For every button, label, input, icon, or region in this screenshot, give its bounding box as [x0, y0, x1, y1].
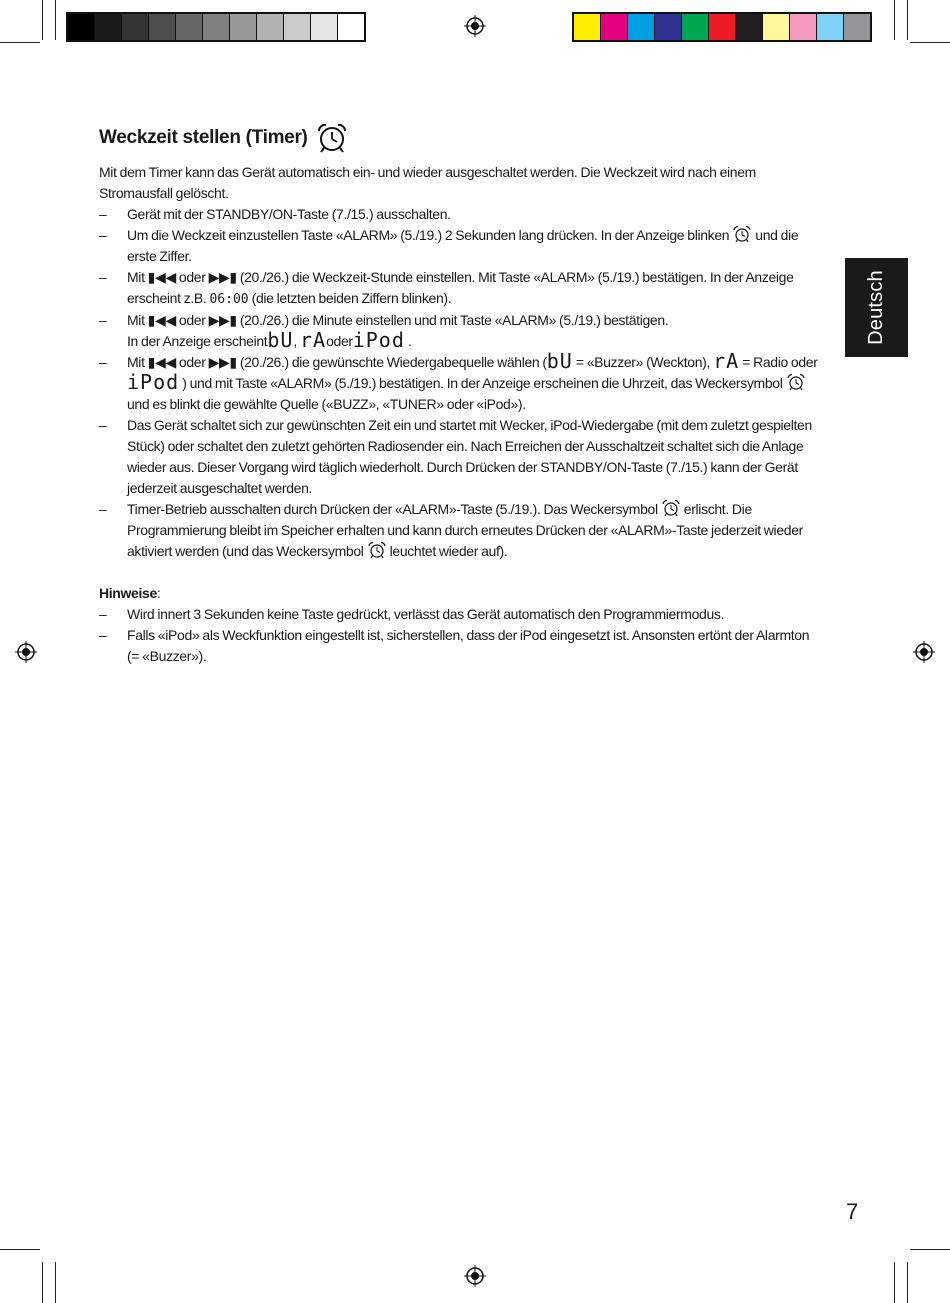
- list-dash: –: [99, 312, 107, 328]
- crop-mark: [55, 1262, 56, 1303]
- alarm-clock-icon: [732, 225, 752, 243]
- step-text: Um die Weckzeit einzustellen Taste «ALARM» (5./19.) 2 Sekunden lang drücken. In der Anzeige blinken: [127, 227, 730, 243]
- lcd-bu-display: bU: [546, 349, 573, 373]
- gray-swatch: [230, 14, 257, 40]
- step-text: oder: [326, 333, 353, 349]
- color-swatch: [817, 14, 844, 40]
- step-text: = «Buzzer» (Weckton),: [575, 354, 711, 370]
- note-text: Wird innert 3 Sekunden keine Taste gedrückt, verlässt das Gerät automatisch den Programmiermodus.: [127, 606, 725, 622]
- registration-target-icon: [464, 15, 486, 37]
- crop-mark: [42, 1262, 43, 1303]
- color-swatch: [574, 14, 601, 40]
- list-dash: –: [99, 606, 107, 622]
- gray-swatch: [284, 14, 311, 40]
- lcd-ra-display: rA: [713, 349, 740, 373]
- colon: :: [156, 585, 161, 601]
- list-item: [99, 625, 823, 667]
- step-text: (20./26.) die Minute einstellen und mit Taste «ALARM» (5./19.) bestätigen.: [239, 312, 669, 328]
- step-text: Das Gerät schaltet sich zur gewünschten Zeit ein und startet mit Wecker, iPod-Wiedergabe (mit dem zuletzt gespielten Stück) oder schaltet den zuletzt gehörten Radiosender ein. Nach Erreichen der Ausschaltzeit schaltet sich die Anlage wieder aus. Dieser Vorgang wird täglich wiederholt. Durch Drücken der STANDBY/ON-Taste (7./15.) kann der Gerät jederzeit ausgeschaltet werden.: [127, 417, 812, 496]
- page-number: 7: [846, 1199, 859, 1224]
- language-tab-label: Deutsch: [865, 270, 887, 345]
- color-swatch: [628, 14, 655, 40]
- skip-back-symbol: ▮◀◀: [147, 354, 176, 370]
- step-text: erlischt. Die Programmierung bleibt im Speicher erhalten und kann durch erneutes Drücken der «ALARM»-Taste jederzeit wieder aktiviert werden (und das Weckersymbol: [127, 501, 803, 559]
- gray-swatch: [311, 14, 338, 40]
- lcd-bu-display: bU: [267, 328, 294, 352]
- crop-mark: [894, 0, 895, 40]
- step-text: Mit: [127, 269, 145, 285]
- step-text: ) und mit Taste «ALARM» (5./19.) bestätigen. In der Anzeige erscheinen die Uhrzeit, das Weckersymbol: [182, 375, 783, 391]
- crop-mark: [910, 1249, 950, 1250]
- list-dash: –: [99, 501, 107, 517]
- step-text: oder: [178, 354, 206, 370]
- color-swatch: [709, 14, 736, 40]
- section-title-text: Weckzeit stellen (Timer): [99, 127, 308, 148]
- gray-swatch: [338, 14, 364, 40]
- step-text: (20./26.) die gewünschte Wiedergabequelle wählen (: [239, 354, 547, 370]
- language-tab: [845, 258, 908, 357]
- alarm-clock-icon: [367, 541, 387, 559]
- section-title: [99, 122, 350, 154]
- crop-mark: [0, 42, 40, 43]
- skip-forward-symbol: ▶▶▮: [208, 354, 237, 370]
- list-item: [99, 225, 823, 267]
- list-item: [99, 604, 823, 625]
- steps-list: [99, 204, 823, 562]
- crop-mark: [55, 0, 56, 40]
- skip-back-symbol: ▮◀◀: [147, 269, 176, 285]
- gray-swatch: [203, 14, 230, 40]
- notes-list: [99, 604, 823, 667]
- step-text: oder: [178, 269, 206, 285]
- crop-mark: [0, 1249, 40, 1250]
- step-text: (20./26.) die Weckzeit-Stunde einstellen. Mit Taste «ALARM» (5./19.) bestätigen. In der Anzeige erscheint z.B.: [127, 269, 794, 306]
- skip-forward-symbol: ▶▶▮: [208, 312, 237, 328]
- lcd-ipod-display: iPod: [352, 328, 405, 352]
- step-text: Mit: [127, 354, 145, 370]
- crop-mark: [907, 1262, 908, 1303]
- gray-swatch: [176, 14, 203, 40]
- lcd-time-display: 06:00: [209, 292, 249, 307]
- step-text: und es blinkt die gewählte Quelle («BUZZ», «TUNER» oder «iPod»).: [127, 396, 526, 412]
- comma: ,: [293, 333, 297, 349]
- list-item: [99, 310, 823, 352]
- skip-forward-symbol: ▶▶▮: [208, 269, 237, 285]
- section-body: [99, 162, 823, 667]
- notes-heading-line: [99, 583, 823, 604]
- step-text: und die erste Ziffer.: [127, 227, 799, 264]
- period: .: [407, 333, 412, 349]
- color-swatch: [682, 14, 709, 40]
- crop-mark: [894, 1262, 895, 1303]
- process-color-bar: [572, 12, 872, 42]
- color-swatch: [655, 14, 682, 40]
- skip-back-symbol: ▮◀◀: [147, 312, 176, 328]
- list-dash: –: [99, 627, 107, 643]
- note-text: Falls «iPod» als Weckfunktion eingestellt ist, sicherstellen, dass der iPod eingesetzt ist. Ansonsten ertönt der Alarmton (= «Buzzer»).: [127, 627, 810, 664]
- list-dash: –: [99, 417, 107, 433]
- alarm-clock-icon: [314, 122, 350, 154]
- step-text: Gerät mit der STANDBY/ON-Taste (7./15.) ausschalten.: [127, 206, 451, 222]
- color-swatch: [790, 14, 817, 40]
- gray-swatch: [149, 14, 176, 40]
- registration-target-icon: [464, 1265, 486, 1287]
- list-dash: –: [99, 206, 107, 222]
- list-item: [99, 204, 823, 225]
- lcd-ra-display: rA: [300, 328, 327, 352]
- crop-mark: [42, 0, 43, 40]
- intro-paragraph: Mit dem Timer kann das Gerät automatisch ein- und wieder ausgeschaltet werden. Die Weckzeit wird nach einem Stromausfall gelöscht.: [99, 164, 756, 201]
- step-text: In der Anzeige erscheint: [127, 333, 268, 349]
- color-swatch: [844, 14, 870, 40]
- crop-mark: [907, 0, 908, 40]
- grayscale-color-bar: [66, 12, 366, 42]
- list-dash: –: [99, 354, 107, 370]
- list-item: [99, 415, 823, 499]
- step-text: = Radio oder: [742, 354, 818, 370]
- alarm-clock-icon: [786, 373, 806, 391]
- crop-mark: [910, 42, 950, 43]
- step-text: Timer-Betrieb ausschalten durch Drücken der «ALARM»-Taste (5./19.). Das Weckersymbol: [127, 501, 658, 517]
- alarm-clock-icon: [661, 499, 681, 517]
- list-item: [99, 267, 823, 310]
- list-item: [99, 349, 823, 415]
- registration-target-icon: [913, 641, 935, 663]
- step-text: leuchtet wieder auf).: [389, 543, 508, 559]
- color-swatch: [736, 14, 763, 40]
- gray-swatch: [95, 14, 122, 40]
- list-dash: –: [99, 269, 107, 285]
- list-item: [99, 499, 823, 562]
- gray-swatch: [122, 14, 149, 40]
- color-swatch: [601, 14, 628, 40]
- list-dash: –: [99, 227, 107, 243]
- registration-target-icon: [15, 641, 37, 663]
- step-text: oder: [178, 312, 206, 328]
- gray-swatch: [257, 14, 284, 40]
- color-swatch: [763, 14, 790, 40]
- notes-heading: Hinweise: [99, 585, 157, 601]
- step-text: Mit: [127, 312, 145, 328]
- lcd-ipod-display: iPod: [127, 370, 180, 394]
- step-text: (die letzten beiden Ziffern blinken).: [251, 290, 452, 306]
- gray-swatch: [68, 14, 95, 40]
